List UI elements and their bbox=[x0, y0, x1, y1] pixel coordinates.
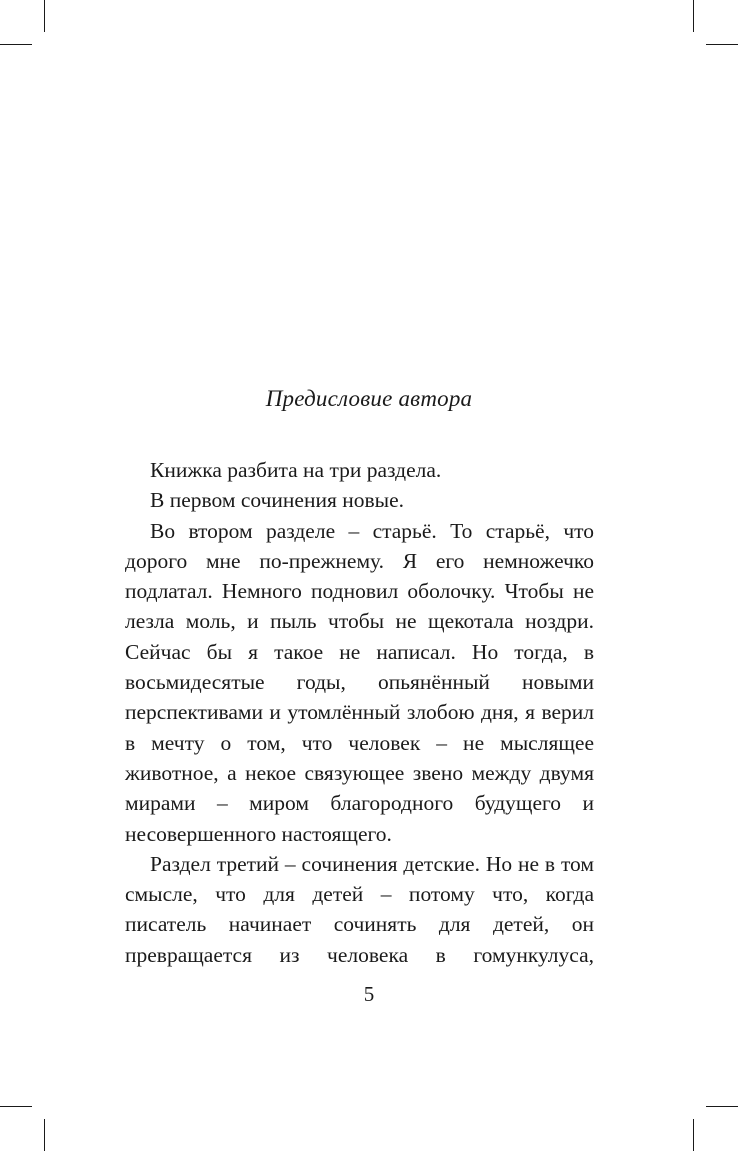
paragraph-1: Книжка разбита на три раздела. bbox=[150, 458, 442, 482]
crop-mark-bottom-left-horizontal bbox=[0, 1106, 32, 1107]
crop-mark-top-left-horizontal bbox=[0, 44, 32, 45]
paragraph-2: В первом сочинения новые. bbox=[150, 488, 404, 513]
page-title: Предисловие автора bbox=[265, 386, 473, 411]
page-number: 5 bbox=[363, 982, 375, 1006]
crop-mark-bottom-left-vertical bbox=[44, 1119, 45, 1151]
paragraph-3: Во втором разделе – старьё. То старьё, что дорого мне по-прежнему. Я его немножечко подлатал. Немного подновил оболочку. Чтобы не лезла моль, и пыль чтобы не щекотала ноздри. Сейчас бы я такое не написал. Но тогда, в восьмидесятые годы, опьянённый новыми перспективами и утомлённый злобою дня, я верил в мечту о том, что человек – не мыслящее животное, а некое связующее звено между двумя мирами – миром благородного будущего и несовершенного настоящего. bbox=[125, 518, 594, 846]
crop-mark-top-right-vertical bbox=[693, 0, 694, 32]
crop-mark-top-left-vertical bbox=[44, 0, 45, 32]
crop-mark-top-right-horizontal bbox=[706, 44, 738, 45]
crop-mark-bottom-right-vertical bbox=[693, 1119, 694, 1151]
crop-mark-bottom-right-horizontal bbox=[706, 1106, 738, 1107]
body-text bbox=[125, 455, 594, 970]
paragraph-4: Раздел третий – сочинения детские. Но не в том смысле, что для детей – потому что, когда писатель начинает сочинять для детей, он превращается из человека в гомункулуса, bbox=[125, 851, 594, 967]
